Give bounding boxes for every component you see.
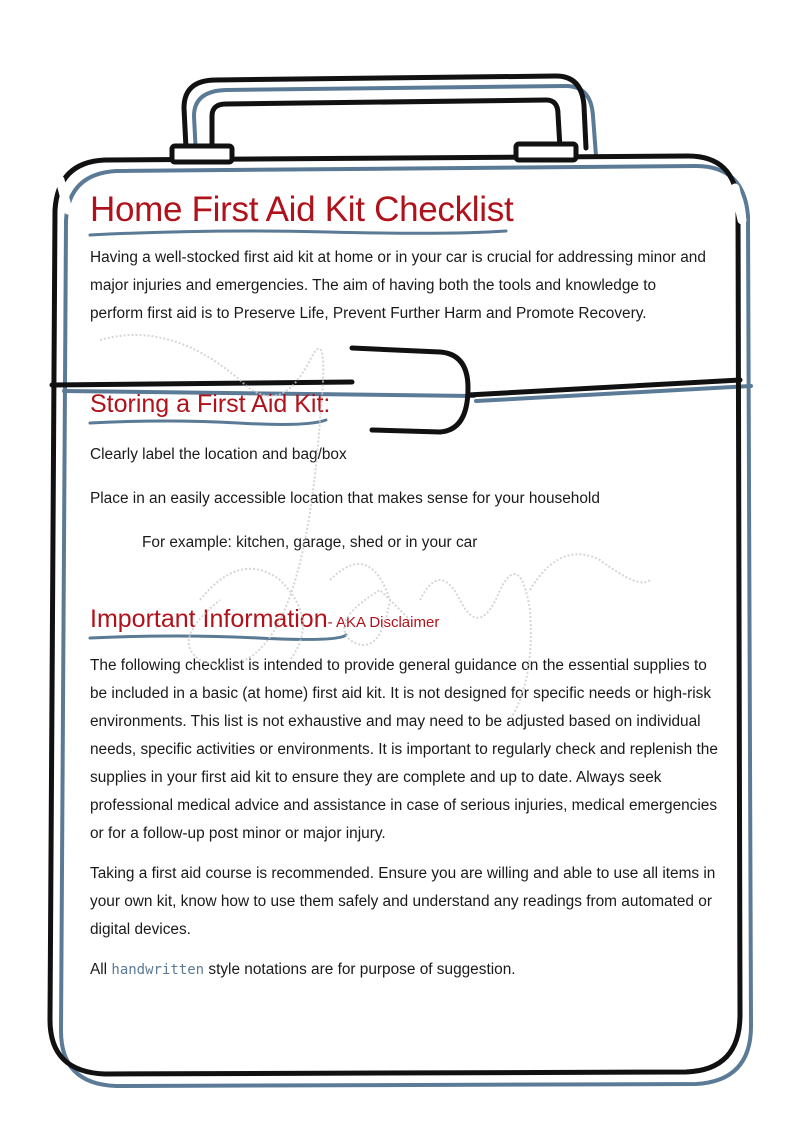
disclaimer-paragraph-2: Taking a first aid course is recommended. Ensure you are willing and able to use all items in your own kit, know how to use them safely and understand any readings from automated or digital devices. [90,865,716,938]
storing-heading-text: Storing a First Aid Kit: [90,390,331,418]
disclaimer-paragraph-3 [90,956,720,984]
p3-after: style notations are for purpose of suggestion. [204,961,516,978]
important-heading-suffix: - AKA Disclaimer [327,614,440,631]
important-heading-text: Important Information [90,605,328,633]
storing-heading [90,390,330,425]
page-title [90,190,513,236]
page-title-text: Home First Aid Kit Checklist [90,190,514,229]
storing-item-1: Clearly label the location and bag/box [90,446,347,463]
title-underline [88,228,508,238]
p3-before: All [90,961,112,978]
storing-item-2: Place in an easily accessible location that makes sense for your household [90,490,600,507]
storing-example: For example: kitchen, garage, shed or in your car [142,534,478,551]
page-content [90,190,720,984]
storing-heading-underline [88,417,328,427]
important-heading [90,605,439,640]
important-heading-underline [88,632,348,642]
disclaimer-paragraph-1: The following checklist is intended to provide general guidance on the essential supplies to be included in a basic (at home) first aid kit. It is not designed for specific needs or high-risk environments. This list is not exhaustive and may need to be adjusted based on individual needs, specific activities or environments. It is important to regularly check and replenish the supplies in your first aid kit to ensure they are complete and up to date. Always seek professional medical advice and assistance in case of serious injuries, medical emergencies or for a follow-up post minor or major injury. [90,657,718,842]
handwritten-sample: handwritten [111,962,205,978]
intro-paragraph: Having a well-stocked first aid kit at home or in your car is crucial for addressing minor and major injuries and emergencies. The aim of having both the tools and knowledge to perform first aid is to Preserve Life, Prevent Further Harm and Promote Recovery. [90,249,706,322]
